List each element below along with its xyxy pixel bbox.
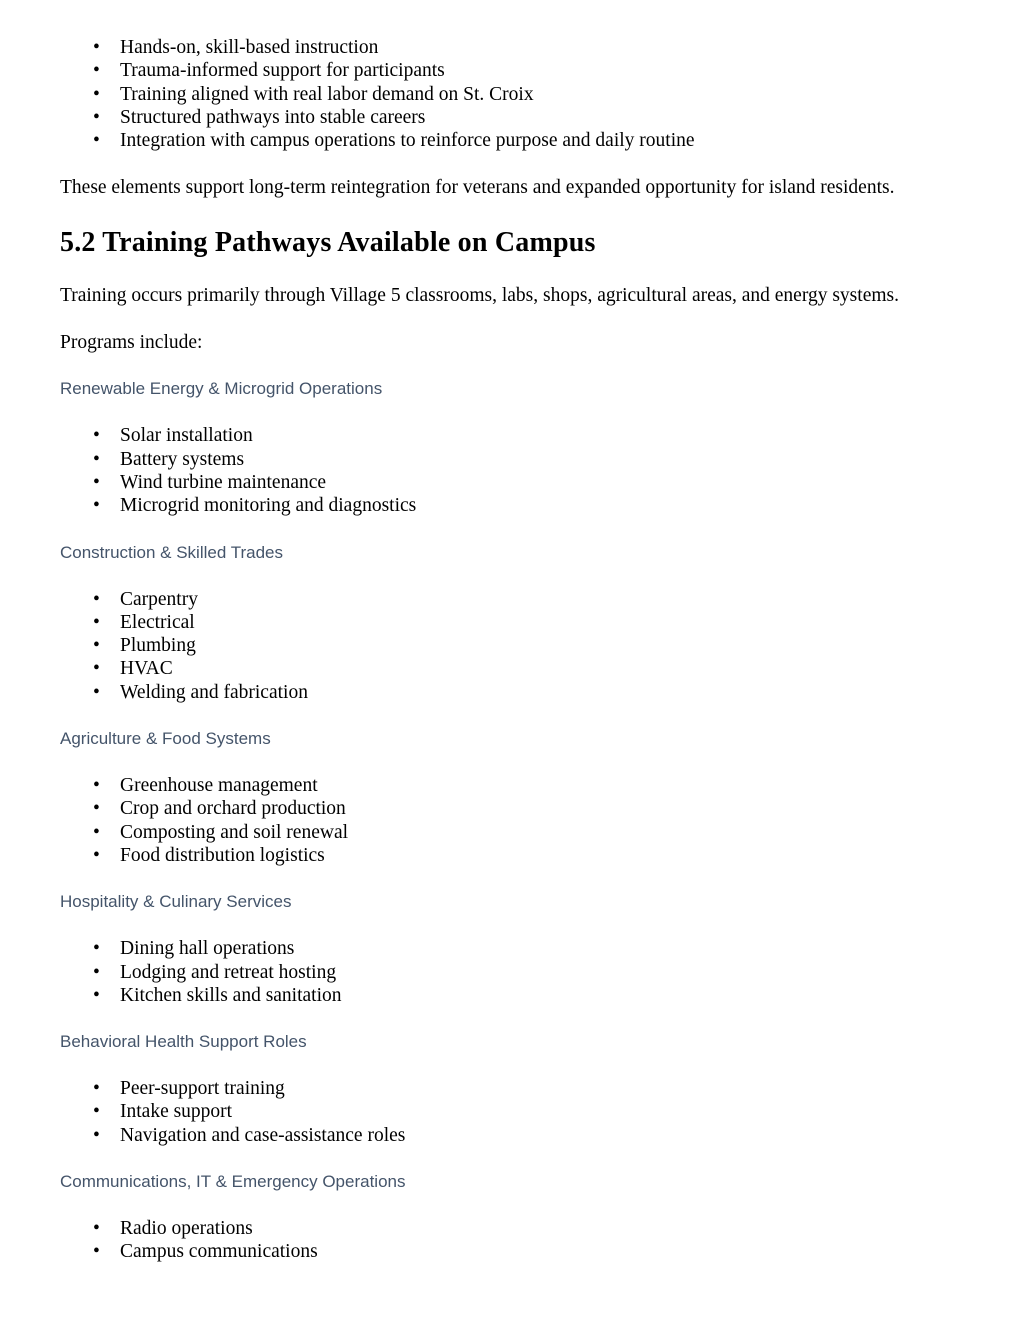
program-section [60,728,960,867]
program-list [60,1217,960,1264]
section-lead-paragraph: Training occurs primarily through Village 5 classrooms, labs, shops, agricultural areas, and energy systems. [60,284,899,306]
intro-closing-paragraph: These elements support long-term reintegration for veterans and expanded opportunity for island residents. [60,177,895,199]
list-item: • Electrical [60,611,960,634]
list-item: • Navigation and case-assistance roles [60,1124,960,1147]
list-item: • Intake support [60,1100,960,1123]
section-heading: 5.2 Training Pathways Available on Campus [60,226,596,258]
list-item: • Wind turbine maintenance [60,471,960,494]
list-item: • Peer-support training [60,1077,960,1100]
program-title: Construction & Skilled Trades [60,542,283,562]
list-item: • Battery systems [60,448,960,471]
list-item: • Training aligned with real labor demand on St. Croix [60,83,960,106]
program-section [60,542,960,704]
program-section [60,378,960,517]
program-list [60,588,960,704]
list-item: • Microgrid monitoring and diagnostics [60,494,960,517]
list-item: • Structured pathways into stable careers [60,106,960,129]
list-item: • Plumbing [60,634,960,657]
intro-list [60,36,960,152]
list-item: • Greenhouse management [60,774,960,797]
program-list [60,1077,960,1147]
program-section [60,891,960,1007]
list-item: • Integration with campus operations to reinforce purpose and daily routine [60,129,960,152]
list-item: • Hands-on, skill-based instruction [60,36,960,59]
list-item: • Food distribution logistics [60,844,960,867]
list-item: • Radio operations [60,1217,960,1240]
list-item: • Trauma-informed support for participants [60,59,960,82]
program-section [60,1031,960,1147]
list-item: • Crop and orchard production [60,797,960,820]
programs-container [60,378,960,1263]
program-title: Renewable Energy & Microgrid Operations [60,379,383,399]
program-title: Behavioral Health Support Roles [60,1032,307,1052]
program-section [60,1171,960,1264]
programs-label: Programs include: [60,332,203,354]
list-item: • HVAC [60,657,960,680]
list-item: • Composting and soil renewal [60,821,960,844]
list-item: • Campus communications [60,1240,960,1263]
program-list [60,774,960,867]
program-list [60,424,960,517]
program-title: Hospitality & Culinary Services [60,892,292,912]
list-item: • Welding and fabrication [60,681,960,704]
program-title: Communications, IT & Emergency Operations [60,1172,406,1192]
list-item: • Solar installation [60,424,960,447]
list-item: • Lodging and retreat hosting [60,961,960,984]
list-item: • Kitchen skills and sanitation [60,984,960,1007]
program-title: Agriculture & Food Systems [60,729,271,749]
list-item: • Dining hall operations [60,937,960,960]
list-item: • Carpentry [60,588,960,611]
program-list [60,937,960,1007]
